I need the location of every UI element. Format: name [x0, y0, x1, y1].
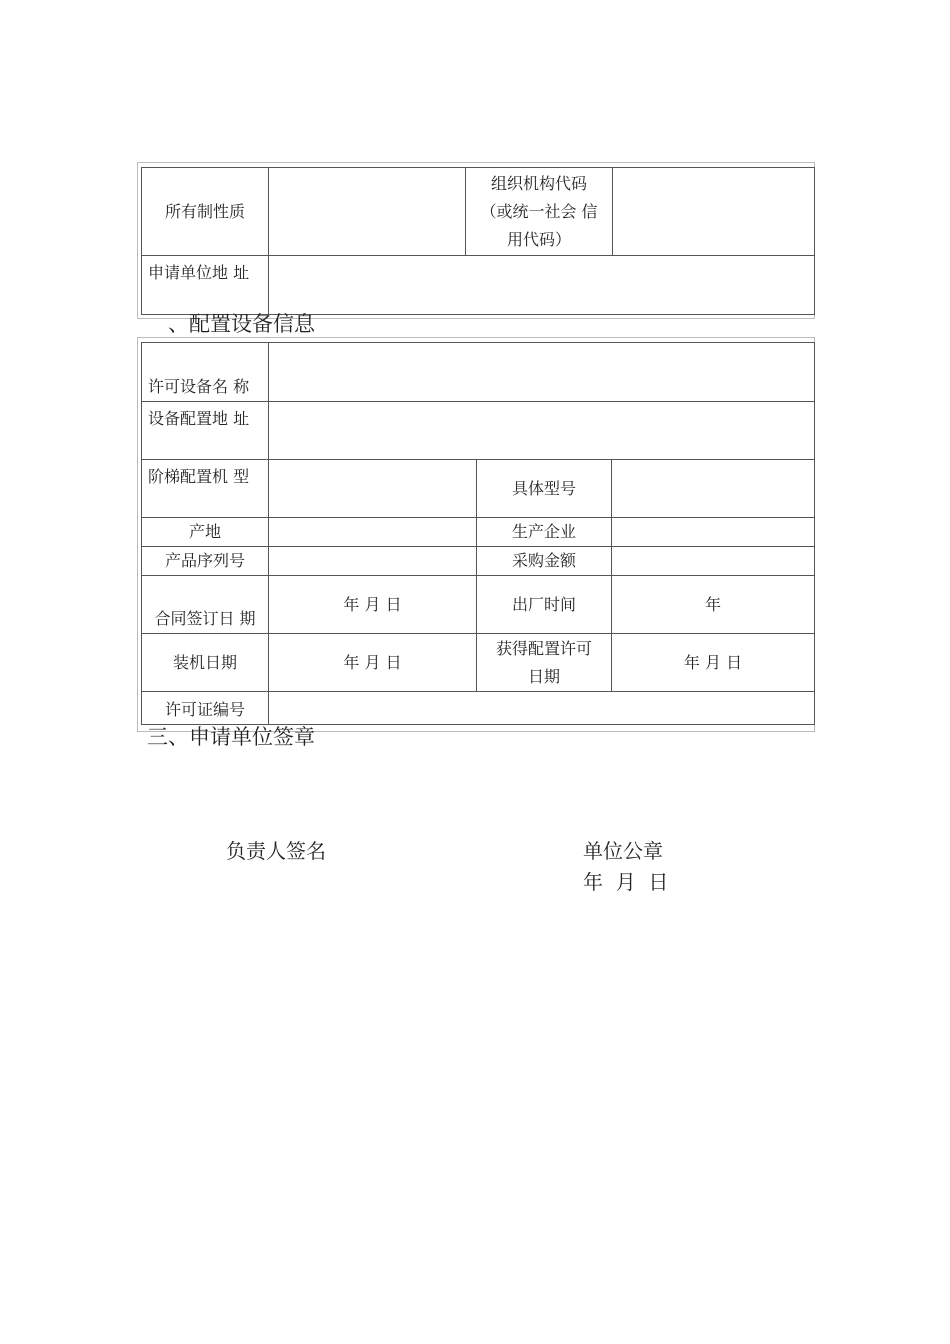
org-code-label	[466, 168, 613, 256]
org-code-label-line1: 组织机构代码	[490, 173, 587, 193]
serial-number-label: 产品序列号	[142, 547, 269, 576]
device-address-field[interactable]	[269, 402, 815, 460]
serial-number-field[interactable]	[269, 547, 477, 576]
origin-label: 产地	[142, 518, 269, 547]
contract-date-label: 合同签订日 期	[142, 576, 269, 634]
purchase-amount-field[interactable]	[612, 547, 815, 576]
license-number-field[interactable]	[269, 692, 815, 725]
unit-seal-label: 单位公章	[583, 839, 663, 863]
specific-model-field[interactable]	[612, 460, 815, 518]
org-code-label-line2: （或统一社会 信	[480, 201, 598, 221]
tier-model-label: 阶梯配置机 型	[142, 460, 269, 518]
manufacturer-label: 生产企业	[477, 518, 612, 547]
signer-signature-label: 负责人签名	[226, 839, 326, 863]
factory-time-label: 出厂时间	[477, 576, 612, 634]
applicant-address-label: 申请单位地 址	[142, 256, 269, 315]
permit-date-label	[477, 634, 612, 692]
section3-title: 三、申请单位签章	[147, 725, 315, 749]
origin-field[interactable]	[269, 518, 477, 547]
ownership-label: 所有制性质	[142, 168, 269, 256]
manufacturer-field[interactable]	[612, 518, 815, 547]
device-name-field[interactable]	[269, 343, 815, 402]
applicant-address-field[interactable]	[269, 256, 815, 315]
org-code-field[interactable]	[613, 168, 815, 256]
purchase-amount-label: 采购金额	[477, 547, 612, 576]
license-number-label: 许可证编号	[142, 692, 269, 725]
permit-date-label-line1: 获得配置许可	[495, 638, 592, 658]
factory-time-field[interactable]: 年	[612, 576, 815, 634]
permit-date-label-line2: 日期	[527, 666, 560, 686]
tier-model-field[interactable]	[269, 460, 477, 518]
applicant-info-table	[141, 167, 815, 315]
contract-date-field[interactable]: 年 月 日	[269, 576, 477, 634]
install-date-label: 装机日期	[142, 634, 269, 692]
org-code-label-line3: 用代码）	[506, 229, 571, 249]
specific-model-label: 具体型号	[477, 460, 612, 518]
section2-title: 、配置设备信息	[168, 312, 315, 336]
permit-date-field[interactable]: 年 月 日	[612, 634, 815, 692]
ownership-field[interactable]	[269, 168, 466, 256]
install-date-field[interactable]: 年 月 日	[269, 634, 477, 692]
signature-date: 年 月 日	[583, 870, 669, 894]
device-info-table	[141, 342, 815, 725]
device-name-label: 许可设备名 称	[142, 343, 269, 402]
device-address-label: 设备配置地 址	[142, 402, 269, 460]
